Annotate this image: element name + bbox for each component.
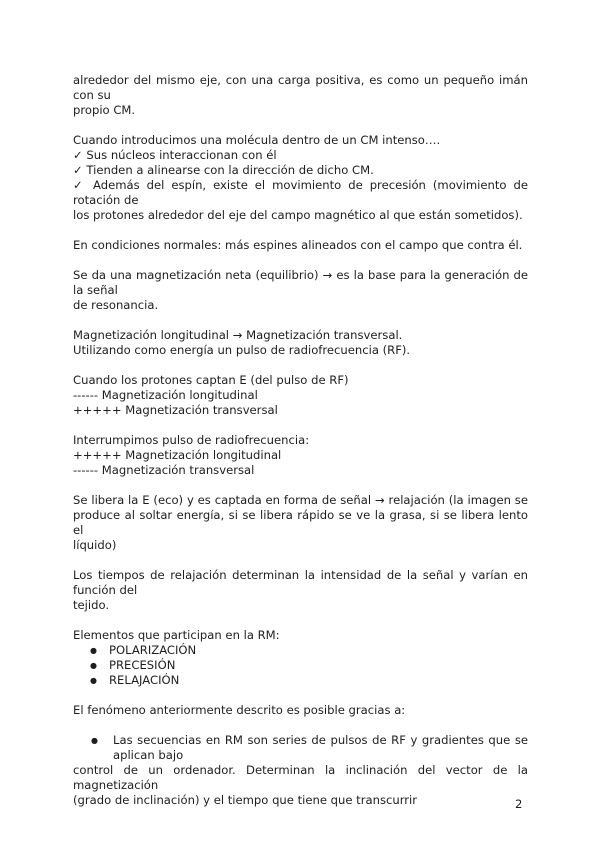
- list-item: ● PRECESIÓN: [90, 658, 528, 673]
- text-line: con su: [73, 88, 111, 102]
- text-line: produce al soltar energía, si se libera rápido se ve la grasa, si se libera lento el: [73, 508, 528, 537]
- list-item: ● RELAJACIÓN: [90, 673, 528, 688]
- check-item: ✓ Sus núcleos interaccionan con él: [73, 148, 277, 162]
- text-line: +++++ Magnetización transversal: [73, 403, 278, 417]
- text-line: Se libera la E (eco) y es captada en forma de señal → relajación (la imagen se: [73, 493, 528, 507]
- text-line: ------ Magnetización longitudinal: [73, 388, 258, 402]
- text-line: control de un ordenador. Determinan la inclinación del vector de la: [73, 763, 528, 777]
- text-line: +++++ Magnetización longitudinal: [73, 448, 282, 462]
- text-line: Magnetización longitudinal → Magnetización transversal.: [73, 328, 403, 342]
- text-line: de resonancia.: [73, 298, 159, 312]
- text-line: En condiciones normales: más espines alineados con el campo que contra él.: [73, 238, 523, 252]
- text-line: tejido.: [73, 598, 110, 612]
- page-number: 2: [515, 797, 523, 811]
- bullet-icon: ●: [91, 736, 98, 745]
- text-line: El fenómeno anteriormente descrito es posible gracias a:: [73, 703, 406, 717]
- text-line: magnetización: [73, 778, 159, 792]
- text-line: Interrumpimos pulso de radiofrecuencia:: [73, 433, 310, 447]
- text-line: líquido): [73, 538, 117, 552]
- text-line: los protones alrededor del eje del campo magnético al que están sometidos).: [73, 208, 523, 222]
- text-line: ------ Magnetización transversal: [73, 463, 255, 477]
- list-item: ● POLARIZACIÓN: [90, 643, 528, 658]
- text-line: rotación de: [73, 193, 139, 207]
- document-page: [73, 73, 528, 808]
- text-line: propio CM.: [73, 103, 136, 117]
- text-line: función del: [73, 583, 138, 597]
- text-line: Se da una magnetización neta (equilibrio) → es la base para la generación de: [73, 268, 528, 282]
- text-line: la señal: [73, 283, 118, 297]
- text-line: Elementos que participan en la RM:: [73, 628, 280, 642]
- text-line: Las secuencias en RM son series de pulsos de RF y gradientes que se: [113, 733, 528, 747]
- text-line: Cuando introducimos una molécula dentro de un CM intenso….: [73, 133, 441, 147]
- text-line: aplican bajo: [113, 748, 184, 762]
- text-line: Utilizando como energía un pulso de radiofrecuencia (RF).: [73, 343, 411, 357]
- text-line: Cuando los protones captan E (del pulso de RF): [73, 373, 349, 387]
- text-line: (grado de inclinación) y el tiempo que tiene que transcurrir: [73, 793, 418, 807]
- check-item: ✓ Además del espín, existe el movimiento de precesión (movimiento de: [73, 178, 528, 192]
- check-item: ✓ Tienden a alinearse con la dirección de dicho CM.: [73, 163, 374, 177]
- elements-list: [73, 643, 528, 688]
- text-line: alrededor del mismo eje, con una carga positiva, es como un pequeño imán: [73, 73, 528, 87]
- text-line: Los tiempos de relajación determinan la intensidad de la señal y varían en: [73, 568, 528, 582]
- sequence-bullet: [73, 733, 528, 763]
